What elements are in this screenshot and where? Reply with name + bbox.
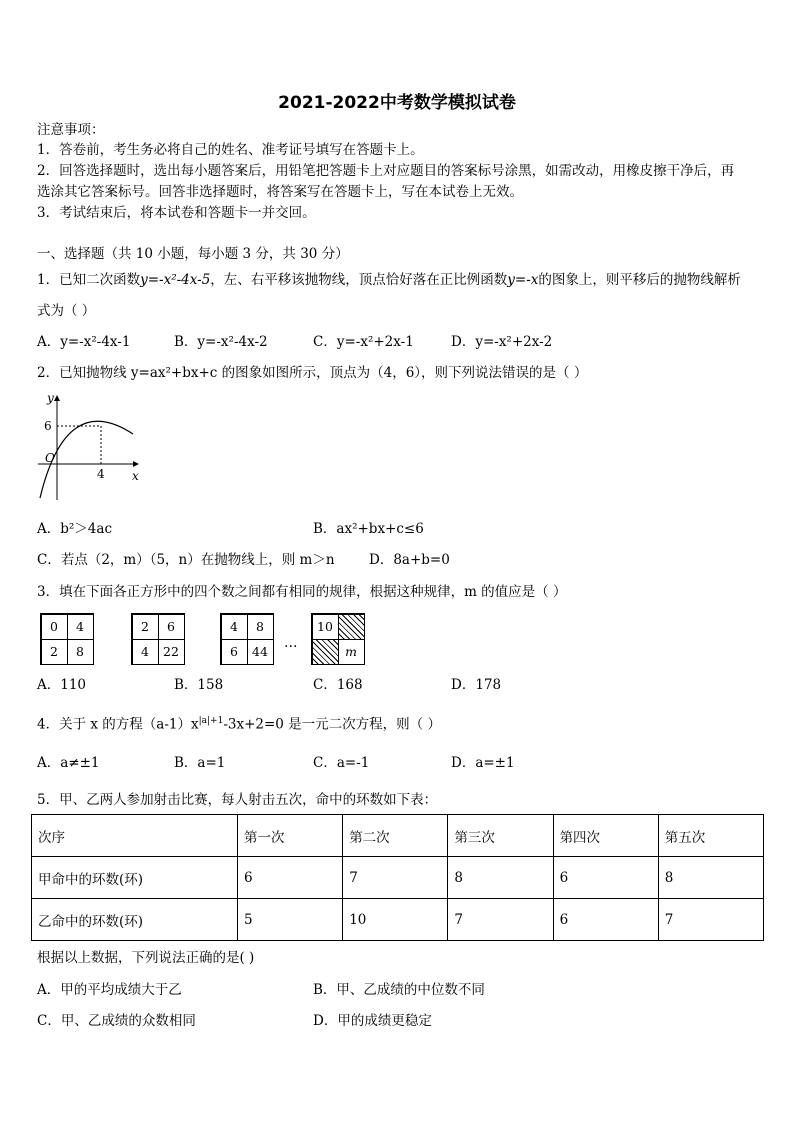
q1-func: y=-x²-4x-5	[140, 272, 211, 288]
square-cell: 0	[41, 614, 68, 640]
table-row	[32, 899, 764, 941]
number-square	[220, 613, 274, 665]
table-cell: 10	[343, 899, 448, 941]
number-square-last	[311, 613, 365, 665]
square-cell-m: m	[338, 639, 365, 665]
q5-option-d[interactable]: D．甲的成绩更稳定	[313, 1013, 432, 1029]
q4-option-c[interactable]: C．a=-1	[313, 755, 370, 771]
x-axis-label: x	[132, 469, 139, 483]
notice-heading: 注意事项：	[37, 122, 105, 138]
number-square	[131, 613, 185, 665]
square-cell: 6	[158, 614, 185, 640]
q4-stem-a: 4．关于 x 的方程（a-1）x	[37, 716, 199, 733]
q2-option-a[interactable]: A．b²＞4ac	[37, 521, 113, 537]
q3-option-b[interactable]: B．158	[174, 677, 224, 693]
x-tick-label: 4	[97, 467, 105, 481]
q1-option-b[interactable]: B．y=-x²-4x-2	[174, 334, 268, 350]
q4-stem-b: -3x+2=0 是一元二次方程，则（ ）	[223, 716, 441, 733]
square-cell: 10	[312, 614, 339, 640]
q1-stem-b: ，左、右平移该抛物线，顶点恰好落在正比例函数	[210, 272, 508, 288]
table-cell: 甲命中的环数(环)	[32, 857, 238, 899]
q1-stem-c: 的图象上，则平移后的抛物线解析	[538, 272, 741, 288]
section-heading: 一、选择题（共 10 小题，每小题 3 分，共 30 分）	[37, 246, 349, 262]
q2-option-c[interactable]: C．若点（2，m）（5，n）在抛物线上，则 m＞n	[37, 552, 335, 568]
table-cell: 7	[658, 899, 763, 941]
square-cell: 4	[67, 614, 94, 640]
q1-option-a[interactable]: A．y=-x²-4x-1	[37, 334, 131, 350]
q4-option-d[interactable]: D．a=±1	[451, 755, 515, 771]
square-cell: 2	[132, 614, 159, 640]
table-cell: 5	[238, 899, 343, 941]
q4-exponent: |a|+1	[198, 716, 224, 726]
q3-option-c[interactable]: C．168	[313, 677, 363, 693]
table-header-cell: 第五次	[658, 815, 763, 857]
table-cell: 乙命中的环数(环)	[32, 899, 238, 941]
q5-option-a[interactable]: A．甲的平均成绩大于乙	[37, 982, 182, 998]
table-header-row	[32, 815, 764, 857]
q3-option-d[interactable]: D．178	[451, 677, 502, 693]
q2-parabola-graph	[33, 390, 148, 502]
y-tick-label: 6	[44, 419, 52, 433]
notice-item: 1．答卷前，考生务必将自己的姓名、准考证号填写在答题卡上。	[37, 142, 424, 158]
q1-option-d[interactable]: D．y=-x²+2x-2	[451, 334, 553, 350]
q5-option-b[interactable]: B．甲、乙成绩的中位数不同	[313, 982, 485, 998]
q4-option-a[interactable]: A．a≠±1	[37, 755, 100, 771]
q5-option-c[interactable]: C．甲、乙成绩的众数相同	[37, 1013, 196, 1029]
table-cell: 8	[448, 857, 553, 899]
hatched-cell	[338, 614, 365, 640]
hatched-cell	[312, 639, 339, 665]
q5-stem: 5．甲、乙两人参加射击比赛，每人射击五次，命中的环数如下表：	[37, 792, 438, 808]
square-cell: 4	[132, 639, 159, 665]
number-square	[40, 613, 94, 665]
notice-item: 2．回答选择题时，选出每小题答案后，用铅笔把答题卡上对应题目的答案标号涂黑，如需改动，用橡皮擦干净后，再	[37, 163, 735, 179]
notice-item: 3．考试结束后，将本试卷和答题卡一并交回。	[37, 205, 316, 221]
q3-stem: 3．填在下面各正方形中的四个数之间都有相同的规律，根据这种规律，m 的值应是（ ）	[37, 584, 567, 600]
q2-stem: 2．已知抛物线 y=ax²+bx+c 的图象如图所示，顶点为（4，6），则下列说法错误的是（ ）	[37, 365, 588, 381]
table-cell: 6	[553, 899, 658, 941]
table-cell: 7	[343, 857, 448, 899]
square-cell: 4	[221, 614, 248, 640]
q4-option-b[interactable]: B．a=1	[174, 755, 226, 771]
table-cell: 6	[238, 857, 343, 899]
table-cell: 7	[448, 899, 553, 941]
q1-func2: y=-x	[507, 272, 539, 288]
table-row	[32, 857, 764, 899]
q4-stem	[37, 712, 441, 734]
square-cell: 22	[158, 639, 185, 665]
table-header-cell: 第一次	[238, 815, 343, 857]
ellipsis: …	[284, 635, 298, 651]
q1-stem	[37, 271, 741, 289]
y-axis-label: y	[47, 391, 54, 405]
q2-option-d[interactable]: D．8a+b=0	[369, 552, 450, 568]
square-cell: 2	[41, 639, 68, 665]
table-header-cell: 次序	[32, 815, 238, 857]
square-cell: 6	[221, 639, 248, 665]
table-header-cell: 第三次	[448, 815, 553, 857]
page-title: 2021-2022中考数学模拟试卷	[278, 93, 516, 113]
origin-label: O	[45, 451, 55, 465]
table-cell: 6	[553, 857, 658, 899]
square-cell: 8	[247, 614, 274, 640]
table-header-cell: 第四次	[553, 815, 658, 857]
score-table	[31, 814, 764, 941]
table-header-cell: 第二次	[343, 815, 448, 857]
table-cell: 8	[658, 857, 763, 899]
q1-option-c[interactable]: C．y=-x²+2x-1	[313, 334, 414, 350]
q2-option-b[interactable]: B．ax²+bx+c≤6	[313, 521, 424, 537]
q5-stem2: 根据以上数据，下列说法正确的是( )	[37, 950, 255, 966]
q3-option-a[interactable]: A．110	[37, 677, 87, 693]
q1-stem-line2: 式为（ ）	[37, 303, 96, 319]
q1-stem-a: 1．已知二次函数	[37, 272, 141, 288]
square-cell: 44	[247, 639, 274, 665]
notice-item: 选涂其它答案标号。回答非选择题时，将答案写在答题卡上，写在本试卷上无效。	[37, 184, 523, 200]
square-cell: 8	[67, 639, 94, 665]
